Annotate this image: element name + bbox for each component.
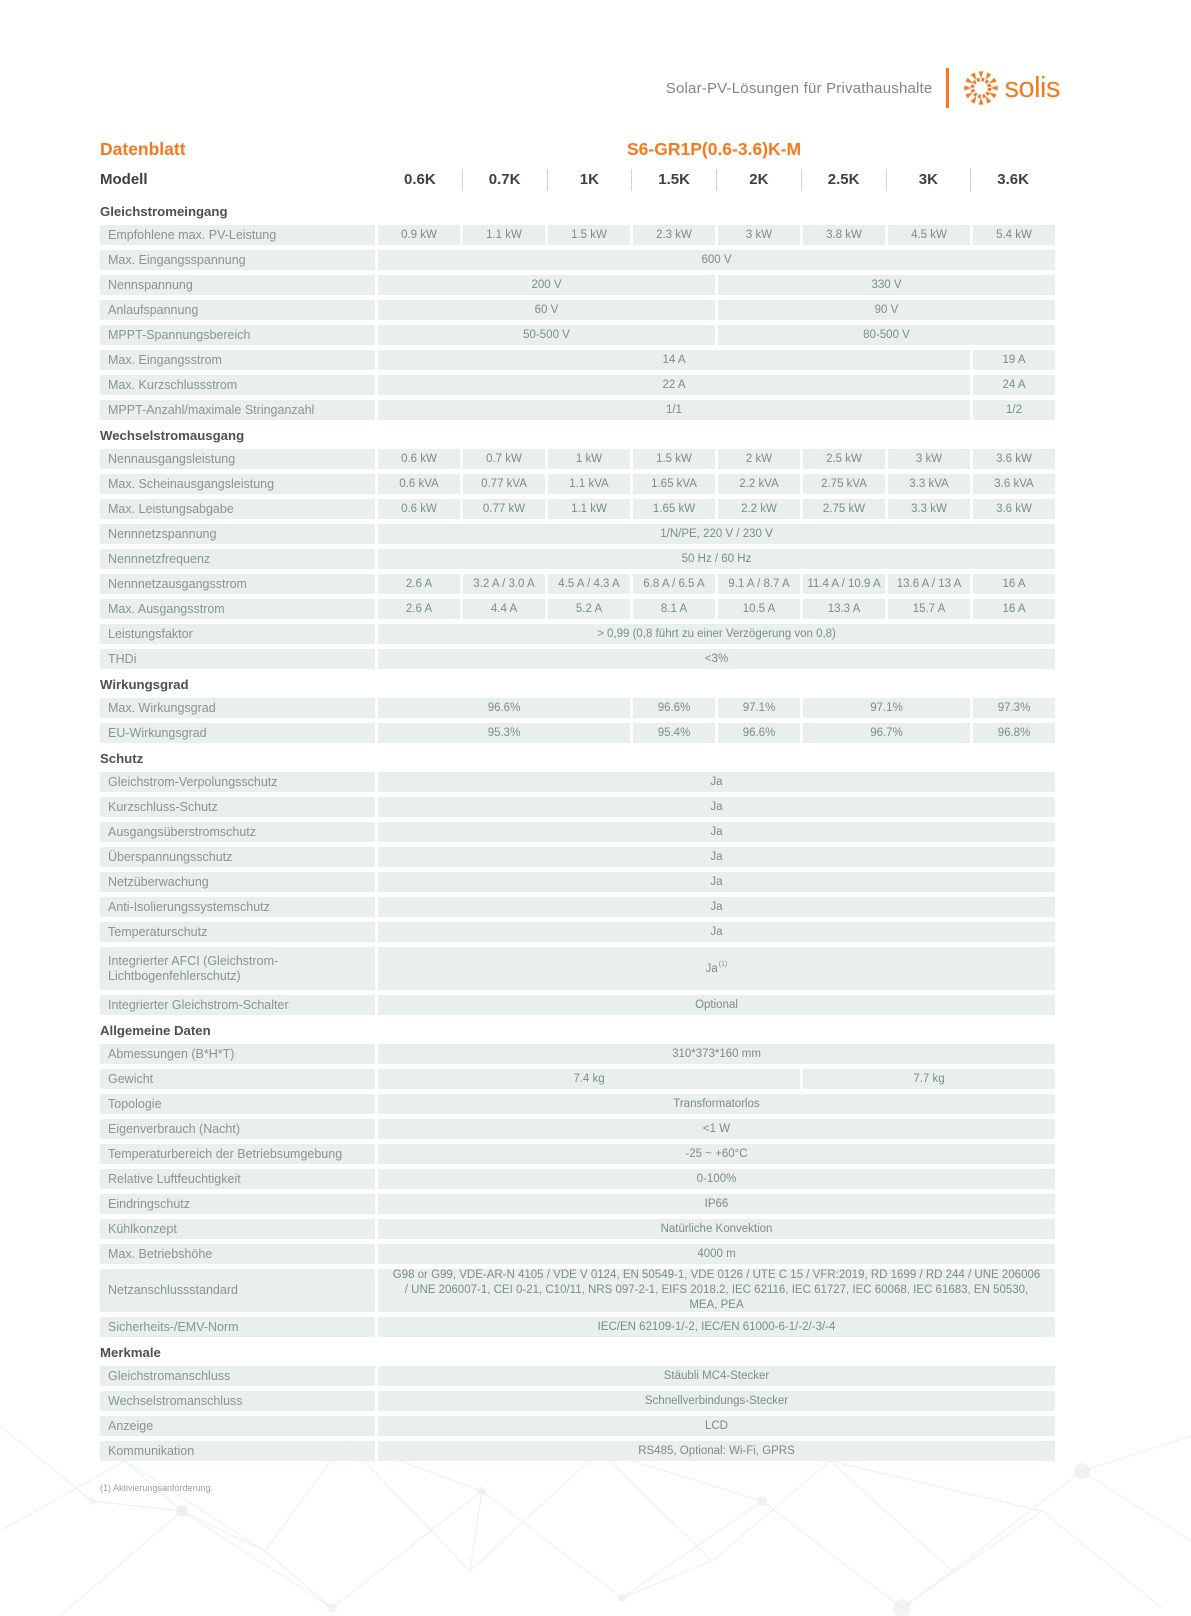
value-cell: 4000 m <box>378 1244 1055 1264</box>
value-cell: Ja <box>378 772 1055 792</box>
row-label: Max. Eingangsstrom <box>100 350 375 370</box>
value-cell: 90 V <box>718 300 1055 320</box>
row-label: Anti-Isolierungssystemschutz <box>100 897 375 917</box>
section-header-gleichstromeingang: Gleichstromeingang <box>100 204 228 219</box>
row-cells <box>378 624 1055 644</box>
value-cell: 3.3 kW <box>888 499 970 519</box>
value-cell: 50-500 V <box>378 325 715 345</box>
value-cell: 2.75 kVA <box>803 474 885 494</box>
value-cell: 3.6 kVA <box>973 474 1055 494</box>
value-cell: 7.7 kg <box>803 1069 1055 1089</box>
section-header-merkmale: Merkmale <box>100 1345 161 1360</box>
value-cell: <1 W <box>378 1119 1055 1139</box>
value-cell: 2.75 kW <box>803 499 885 519</box>
value-cell: 11.4 A / 10.9 A <box>803 574 885 594</box>
row-label: Eindringschutz <box>100 1194 375 1214</box>
value-cell: 2.6 A <box>378 599 460 619</box>
value-cell: Ja $^{(1)}$ <box>378 947 1055 990</box>
model-column-2-5k: 2.5K <box>801 169 886 191</box>
row-cells <box>378 723 1055 743</box>
table-row <box>100 649 1055 669</box>
value-cell: 1/2 <box>973 400 1055 420</box>
value-cell: Transformatorlos <box>378 1094 1055 1114</box>
row-cells <box>378 1391 1055 1411</box>
table-row <box>100 1069 1055 1089</box>
value-cell: 96.7% <box>803 723 970 743</box>
row-cells <box>378 474 1055 494</box>
value-cell: > 0,99 (0,8 führt zu einer Verzögerung von 0,8) <box>378 624 1055 644</box>
row-cells <box>378 897 1055 917</box>
row-cells <box>378 599 1055 619</box>
table-row <box>100 1269 1055 1312</box>
value-cell: 1.1 kW <box>548 499 630 519</box>
table-row <box>100 698 1055 718</box>
table-row <box>100 772 1055 792</box>
row-cells <box>378 1044 1055 1064</box>
table-row <box>100 897 1055 917</box>
value-cell: 10.5 A <box>718 599 800 619</box>
header-divider <box>946 68 949 108</box>
value-cell: 0.7 kW <box>463 449 545 469</box>
model-column-0-6k: 0.6K <box>404 171 436 188</box>
value-cell: 2.3 kW <box>633 225 715 245</box>
row-cells <box>378 797 1055 817</box>
table-row <box>100 922 1055 942</box>
row-label: Max. Eingangsspannung <box>100 250 375 270</box>
row-cells <box>378 1416 1055 1436</box>
value-cell: 1.65 kVA <box>633 474 715 494</box>
row-label: EU-Wirkungsgrad <box>100 723 375 743</box>
sun-icon <box>963 70 999 106</box>
value-cell: Natürliche Konvektion <box>378 1219 1055 1239</box>
row-label: Nennnetzausgangsstrom <box>100 574 375 594</box>
row-cells <box>378 1169 1055 1189</box>
value-cell: Ja <box>378 897 1055 917</box>
value-cell: 2.2 kVA <box>718 474 800 494</box>
value-cell: 50 Hz / 60 Hz <box>378 549 1055 569</box>
row-label: Kühlkonzept <box>100 1219 375 1239</box>
row-label: MPPT-Anzahl/maximale Stringanzahl <box>100 400 375 420</box>
table-row <box>100 1144 1055 1164</box>
row-label: Netzüberwachung <box>100 872 375 892</box>
table-row <box>100 1169 1055 1189</box>
table-row <box>100 947 1055 990</box>
row-label: Anlaufspannung <box>100 300 375 320</box>
row-cells <box>378 922 1055 942</box>
value-cell: 0.6 kW <box>378 499 460 519</box>
row-cells <box>378 1269 1055 1312</box>
value-cell: 97.1% <box>718 698 800 718</box>
row-cells <box>378 1194 1055 1214</box>
row-cells <box>378 275 1055 295</box>
table-row <box>100 1244 1055 1264</box>
table-row <box>100 474 1055 494</box>
value-cell: 1.65 kW <box>633 499 715 519</box>
row-cells <box>378 300 1055 320</box>
row-label: Max. Scheinausgangsleistung <box>100 474 375 494</box>
value-cell: 95.3% <box>378 723 630 743</box>
row-cells <box>378 350 1055 370</box>
row-cells <box>378 250 1055 270</box>
value-cell: 4.4 A <box>463 599 545 619</box>
value-cell: 24 A <box>973 375 1055 395</box>
table-row <box>100 549 1055 569</box>
value-cell: 5.2 A <box>548 599 630 619</box>
value-cell: 0.77 kVA <box>463 474 545 494</box>
value-cell: <3% <box>378 649 1055 669</box>
row-label: Max. Leistungsabgabe <box>100 499 375 519</box>
row-cells <box>378 872 1055 892</box>
value-cell: 0.9 kW <box>378 225 460 245</box>
value-cell: Stäubli MC4-Stecker <box>378 1366 1055 1386</box>
brand-wordmark: solis <box>1004 71 1060 104</box>
section-header-schutz: Schutz <box>100 751 144 766</box>
value-cell: 5.4 kW <box>973 225 1055 245</box>
row-label: Relative Luftfeuchtigkeit <box>100 1169 375 1189</box>
row-label: Kurzschluss-Schutz <box>100 797 375 817</box>
row-label: Nennausgangsleistung <box>100 449 375 469</box>
value-cell: 3 kW <box>718 225 800 245</box>
table-row <box>100 400 1055 420</box>
row-cells <box>378 1119 1055 1139</box>
row-label: Max. Ausgangsstrom <box>100 599 375 619</box>
doc-type-title: Datenblatt <box>100 139 186 159</box>
row-label: Ausgangsüberstromschutz <box>100 822 375 842</box>
row-label: Max. Wirkungsgrad <box>100 698 375 718</box>
row-cells <box>378 524 1055 544</box>
value-cell: 14 A <box>378 350 970 370</box>
value-cell: 1/1 <box>378 400 970 420</box>
table-row <box>100 599 1055 619</box>
table-row <box>100 574 1055 594</box>
value-cell: 0.6 kVA <box>378 474 460 494</box>
value-cell: 97.3% <box>973 698 1055 718</box>
value-cell: 330 V <box>718 275 1055 295</box>
row-cells <box>378 225 1055 245</box>
value-cell: 13.3 A <box>803 599 885 619</box>
row-label: Integrierter AFCI (Gleichstrom- Lichtbogenfehlerschutz) <box>100 947 375 990</box>
value-cell: 3.2 A / 3.0 A <box>463 574 545 594</box>
model-column-1-5k: 1.5K <box>631 169 716 191</box>
model-column-1k: 1K <box>547 169 632 191</box>
value-cell: 80-500 V <box>718 325 1055 345</box>
product-model-title: S6-GR1P(0.6-3.6)K-M <box>627 139 802 159</box>
row-label: Netzanschlussstandard <box>100 1269 375 1312</box>
value-cell: 600 V <box>378 250 1055 270</box>
value-cell: IEC/EN 62109-1/-2, IEC/EN 61000-6-1/-2/-3/-4 <box>378 1317 1055 1337</box>
row-label: Abmessungen (B*H*T) <box>100 1044 375 1064</box>
row-cells <box>378 549 1055 569</box>
row-label: Max. Kurzschlussstrom <box>100 375 375 395</box>
table-row <box>100 1094 1055 1114</box>
row-cells <box>378 822 1055 842</box>
value-cell: 1.5 kW <box>633 449 715 469</box>
value-cell: 96.6% <box>718 723 800 743</box>
row-label: Integrierter Gleichstrom-Schalter <box>100 995 375 1015</box>
value-cell: 4.5 A / 4.3 A <box>548 574 630 594</box>
value-cell: 9.1 A / 8.7 A <box>718 574 800 594</box>
value-cell: 3.3 kVA <box>888 474 970 494</box>
table-row <box>100 1391 1055 1411</box>
value-cell: 16 A <box>973 599 1055 619</box>
table-row <box>100 872 1055 892</box>
page-header <box>666 68 1060 108</box>
row-label: THDi <box>100 649 375 669</box>
value-cell: 1/N/PE, 220 V / 230 V <box>378 524 1055 544</box>
table-row <box>100 325 1055 345</box>
row-label: Nennspannung <box>100 275 375 295</box>
value-cell: 15.7 A <box>888 599 970 619</box>
row-cells <box>378 375 1055 395</box>
table-row <box>100 524 1055 544</box>
row-label: Anzeige <box>100 1416 375 1436</box>
row-cells <box>378 847 1055 867</box>
row-cells <box>378 499 1055 519</box>
row-label: Leistungsfaktor <box>100 624 375 644</box>
value-cell: 2.2 kW <box>718 499 800 519</box>
table-row <box>100 723 1055 743</box>
value-cell: 3.6 kW <box>973 499 1055 519</box>
table-row <box>100 1441 1055 1461</box>
row-label: Max. Betriebshöhe <box>100 1244 375 1264</box>
row-cells <box>378 1244 1055 1264</box>
table-row <box>100 449 1055 469</box>
footnote: (1) Aktivierungsanforderung. <box>100 1483 214 1493</box>
table-row <box>100 1119 1055 1139</box>
table-row <box>100 1219 1055 1239</box>
value-cell: 96.8% <box>973 723 1055 743</box>
value-cell: 96.6% <box>378 698 630 718</box>
model-header-row <box>100 169 1055 191</box>
table-row <box>100 375 1055 395</box>
row-cells <box>378 772 1055 792</box>
value-cell: -25 ~ +60°C <box>378 1144 1055 1164</box>
value-cell: 8.1 A <box>633 599 715 619</box>
table-row <box>100 1366 1055 1386</box>
value-cell: 1.1 kW <box>463 225 545 245</box>
table-row <box>100 1317 1055 1337</box>
value-cell: 97.1% <box>803 698 970 718</box>
table-row <box>100 499 1055 519</box>
row-cells <box>378 1366 1055 1386</box>
value-cell: 3 kW <box>888 449 970 469</box>
value-cell: 3.8 kW <box>803 225 885 245</box>
row-label: Wechselstromanschluss <box>100 1391 375 1411</box>
value-cell: Ja <box>378 922 1055 942</box>
table-row <box>100 1044 1055 1064</box>
row-cells <box>378 1094 1055 1114</box>
row-label: Temperaturbereich der Betriebsumgebung <box>100 1144 375 1164</box>
model-column-3-6k: 3.6K <box>970 169 1055 191</box>
row-label: Topologie <box>100 1094 375 1114</box>
model-column-3k: 3K <box>886 169 971 191</box>
value-cell: 0-100% <box>378 1169 1055 1189</box>
row-label: Kommunikation <box>100 1441 375 1461</box>
value-cell: 60 V <box>378 300 715 320</box>
table-row <box>100 1416 1055 1436</box>
value-cell: 13.6 A / 13 A <box>888 574 970 594</box>
table-row <box>100 995 1055 1015</box>
solis-logo <box>963 70 1060 106</box>
value-cell: Ja <box>378 872 1055 892</box>
row-cells <box>378 449 1055 469</box>
value-cell: 3.6 kW <box>973 449 1055 469</box>
row-label: Eigenverbrauch (Nacht) <box>100 1119 375 1139</box>
row-cells <box>378 1317 1055 1337</box>
row-cells <box>378 574 1055 594</box>
row-cells <box>378 1441 1055 1461</box>
value-cell: Ja <box>378 847 1055 867</box>
spec-table <box>100 199 1055 1466</box>
row-cells <box>378 1219 1055 1239</box>
value-cell: 0.6 kW <box>378 449 460 469</box>
header-tagline: Solar-PV-Lösungen für Privathaushalte <box>665 79 933 97</box>
row-label: Sicherheits-/EMV-Norm <box>100 1317 375 1337</box>
row-label: Gleichstromanschluss <box>100 1366 375 1386</box>
section-header-allgemeine-daten: Allgemeine Daten <box>100 1023 211 1038</box>
row-label: Temperaturschutz <box>100 922 375 942</box>
table-row <box>100 847 1055 867</box>
value-cell: 310*373*160 mm <box>378 1044 1055 1064</box>
row-cells <box>378 1069 1055 1089</box>
model-row-label: Modell <box>100 171 148 188</box>
row-cells <box>378 947 1055 990</box>
table-row <box>100 300 1055 320</box>
table-row <box>100 275 1055 295</box>
value-cell: IP66 <box>378 1194 1055 1214</box>
row-cells <box>378 1144 1055 1164</box>
value-cell: 1.5 kW <box>548 225 630 245</box>
value-cell: G98 or G99, VDE-AR-N 4105 / VDE V 0124, EN 50549-1, VDE 0126 / UTE C 15 / VFR:2019, RD 1699 / RD 244 / UNE 206006 / UNE 206007-1, CEI 0-21, C10/11, NRS 097-2-1, EIFS 2018.2, IEC 62116, IEC 61727, IEC 60068, IEC 61683, EN 50530, MEA, PEA <box>378 1269 1055 1312</box>
value-cell: Ja <box>378 822 1055 842</box>
table-row <box>100 1194 1055 1214</box>
table-row <box>100 350 1055 370</box>
value-cell: 2.6 A <box>378 574 460 594</box>
value-cell: 22 A <box>378 375 970 395</box>
value-cell: 2.5 kW <box>803 449 885 469</box>
value-cell: 1.1 kVA <box>548 474 630 494</box>
value-cell: Schnellverbindungs-Stecker <box>378 1391 1055 1411</box>
row-label: Überspannungsschutz <box>100 847 375 867</box>
value-cell: 19 A <box>973 350 1055 370</box>
row-cells <box>378 400 1055 420</box>
row-label: Gewicht <box>100 1069 375 1089</box>
value-cell: RS485, Optional: Wi-Fi, GPRS <box>378 1441 1055 1461</box>
value-cell: 1 kW <box>548 449 630 469</box>
value-cell: LCD <box>378 1416 1055 1436</box>
row-label: Gleichstrom-Verpolungsschutz <box>100 772 375 792</box>
value-cell: 7.4 kg <box>378 1069 800 1089</box>
table-row <box>100 624 1055 644</box>
model-column-0-7k: 0.7K <box>462 169 547 191</box>
model-column-2k: 2K <box>716 169 801 191</box>
row-cells <box>378 995 1055 1015</box>
row-label: MPPT-Spannungsbereich <box>100 325 375 345</box>
value-cell: 95.4% <box>633 723 715 743</box>
table-row <box>100 797 1055 817</box>
table-row <box>100 225 1055 245</box>
value-cell: Optional <box>378 995 1055 1015</box>
value-cell: Ja <box>378 797 1055 817</box>
row-label: Nennnetzspannung <box>100 524 375 544</box>
value-cell: 16 A <box>973 574 1055 594</box>
value-cell: 6.8 A / 6.5 A <box>633 574 715 594</box>
value-cell: 4.5 kW <box>888 225 970 245</box>
row-cells <box>378 325 1055 345</box>
row-cells <box>378 698 1055 718</box>
table-row <box>100 822 1055 842</box>
value-cell: 200 V <box>378 275 715 295</box>
value-cell: 96.6% <box>633 698 715 718</box>
model-cells <box>378 169 1055 191</box>
row-label: Nennnetzfrequenz <box>100 549 375 569</box>
row-cells <box>378 649 1055 669</box>
value-cell: 2 kW <box>718 449 800 469</box>
table-row <box>100 250 1055 270</box>
row-label: Empfohlene max. PV-Leistung <box>100 225 375 245</box>
section-header-wechselstromausgang: Wechselstromausgang <box>100 428 245 443</box>
value-cell: 0.77 kW <box>463 499 545 519</box>
section-header-wirkungsgrad: Wirkungsgrad <box>100 677 189 692</box>
